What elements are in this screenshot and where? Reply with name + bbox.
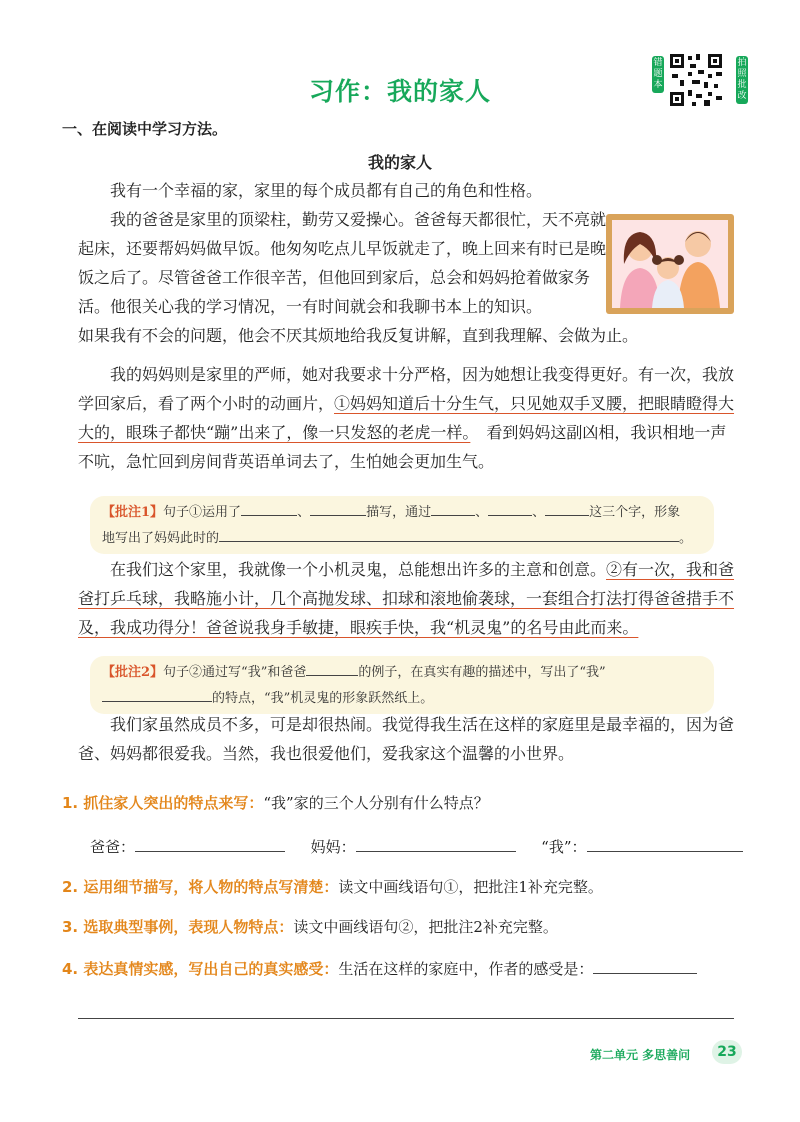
note1-sep-3: 、 xyxy=(532,505,546,520)
question-1-label: 1. 抓住家人突出的特点来写： xyxy=(62,794,264,812)
annotation-tag-2: 【批注2】 xyxy=(102,665,164,680)
question-4-text: 生活在这样的家庭中，作者的感受是： xyxy=(338,960,594,978)
essay-p3-text-end: 看到妈妈这副凶相，我识相地一声不吭，急忙回到房间背英语单词去了，生怕她会更加生气。 xyxy=(78,423,727,471)
answer-dad-blank[interactable] xyxy=(135,837,285,852)
essay-p4-text: 在我们这个家里，我就像一个小机灵鬼，总能想出许多的主意和创意。 xyxy=(110,560,607,579)
annotation-box-1 xyxy=(90,496,714,554)
qr-code-icon[interactable] xyxy=(668,52,724,108)
section-heading: 一、在阅读中学习方法。 xyxy=(62,120,228,138)
note1-text-b: 描写，通过 xyxy=(366,505,432,520)
question-1-text: “我”家的三个人分别有什么特点？ xyxy=(263,794,489,812)
essay-paragraph-4 xyxy=(78,555,738,642)
answer-me-label: “我”： xyxy=(541,838,587,856)
answer-me-blank[interactable] xyxy=(587,837,743,852)
essay-paragraph-5: 我们家虽然成员不多，可是却很热闹。我觉得我生活在这样的家庭里是最幸福的，因为爸爸、妈妈都很爱我。当然，我也很爱他们，爱我家这个温馨的小世界。 xyxy=(78,715,735,763)
note1-text-d: 地写出了妈妈此时的 xyxy=(102,531,220,546)
note1-blank-6[interactable] xyxy=(219,527,679,542)
note1-sep-2: 、 xyxy=(475,505,489,520)
page-number: 23 xyxy=(712,1040,742,1064)
qr-right-label: 拍照批改 xyxy=(736,56,748,104)
qr-code-area[interactable] xyxy=(652,52,748,110)
note1-blank-1[interactable] xyxy=(241,501,297,516)
note2-blank-1[interactable] xyxy=(306,661,358,676)
note1-text-c: 这三个字，形象 xyxy=(589,505,681,520)
question-4-label: 4. 表达真情实感，写出自己的真实感受： xyxy=(62,960,339,978)
question-3-text: 读文中画线语句②，把批注2补充完整。 xyxy=(293,918,558,936)
annotation-tag-1: 【批注1】 xyxy=(102,505,164,520)
page-title: 习作：我的家人 xyxy=(308,77,491,106)
note1-blank-4[interactable] xyxy=(488,501,532,516)
question-3 xyxy=(62,916,558,938)
question-4 xyxy=(62,958,697,980)
question-2 xyxy=(62,876,603,898)
note1-blank-2[interactable] xyxy=(310,501,366,516)
note1-text-a: 句子①运用了 xyxy=(163,505,242,520)
essay-paragraph-3 xyxy=(78,360,738,476)
note1-end: 。 xyxy=(679,531,693,546)
question-2-label: 2. 运用细节描写，将人物的特点写清楚： xyxy=(62,878,339,896)
question-1 xyxy=(62,792,489,814)
essay-paragraph-2: 我的爸爸是家里的顶梁柱，勤劳又爱操心。爸爸每天都很忙，天不亮就起床，还要帮妈妈做早饭。他匆匆吃点儿早饭就走了，晚上回来有时已是晚饭之后了。尽管爸爸工作很辛苦，但他回到家后，总会和妈妈抢着做家务活。他很关心我的学习情况，一有时间就会和我聊书本上的知识。 xyxy=(78,210,607,316)
note1-blank-3[interactable] xyxy=(431,501,475,516)
note2-text-c: 的特点，“我”机灵鬼的形象跃然纸上。 xyxy=(212,691,434,706)
question-2-text: 读文中画线语句①，把批注1补充完整。 xyxy=(338,878,603,896)
question-4-blank[interactable] xyxy=(593,959,697,974)
note2-blank-2[interactable] xyxy=(102,687,212,702)
question-3-label: 3. 选取典型事例，表现人物特点： xyxy=(62,918,294,936)
note2-text-b: 的例子，在真实有趣的描述中，写出了“我” xyxy=(358,665,606,680)
essay-paragraph-1: 我有一个幸福的家，家里的每个成员都有自己的角色和性格。 xyxy=(110,181,543,200)
footer-unit: 第二单元 多思善问 xyxy=(590,1048,691,1062)
note1-blank-5[interactable] xyxy=(545,501,589,516)
family-photo-illustration xyxy=(606,214,734,314)
qr-left-label: 错题本 xyxy=(652,56,664,93)
annotation-box-2 xyxy=(90,656,714,714)
answer-mom-label: 妈妈： xyxy=(310,838,356,856)
question-1-answers xyxy=(90,836,743,857)
underlined-sentence-2: ②有一次，我和爸爸打乒乓球，我略施小计，几个高抛发球、扣球和滚地偷袭球，一套组合打法打得爸爸措手不及，我成功得分！爸爸说我身手敏捷，眼疾手快，我“机灵鬼”的名号由此而来。 xyxy=(78,560,735,637)
note1-sep-1: 、 xyxy=(297,505,311,520)
note2-text-a: 句子②通过写“我”和爸爸 xyxy=(163,665,307,680)
essay-p3-text: 我的妈妈则是家里的严师，她对我要求十分严格，因为她想让我变得更好。有一次，我放学回家后，看了两个小时的动画片， xyxy=(78,365,735,413)
essay-paragraph-2-end: 如果我有不会的问题，他会不厌其烦地给我反复讲解，直到我理解、会做为止。 xyxy=(78,326,639,345)
answer-mom-blank[interactable] xyxy=(356,837,516,852)
writing-line[interactable] xyxy=(78,1018,734,1019)
answer-dad-label: 爸爸： xyxy=(90,838,136,856)
essay-title: 我的家人 xyxy=(367,153,432,172)
underlined-sentence-1: ①妈妈知道后十分生气，只见她双手叉腰，把眼睛瞪得大大的，眼珠子都快“蹦”出来了，像一只发怒的老虎一样。 xyxy=(78,394,735,442)
